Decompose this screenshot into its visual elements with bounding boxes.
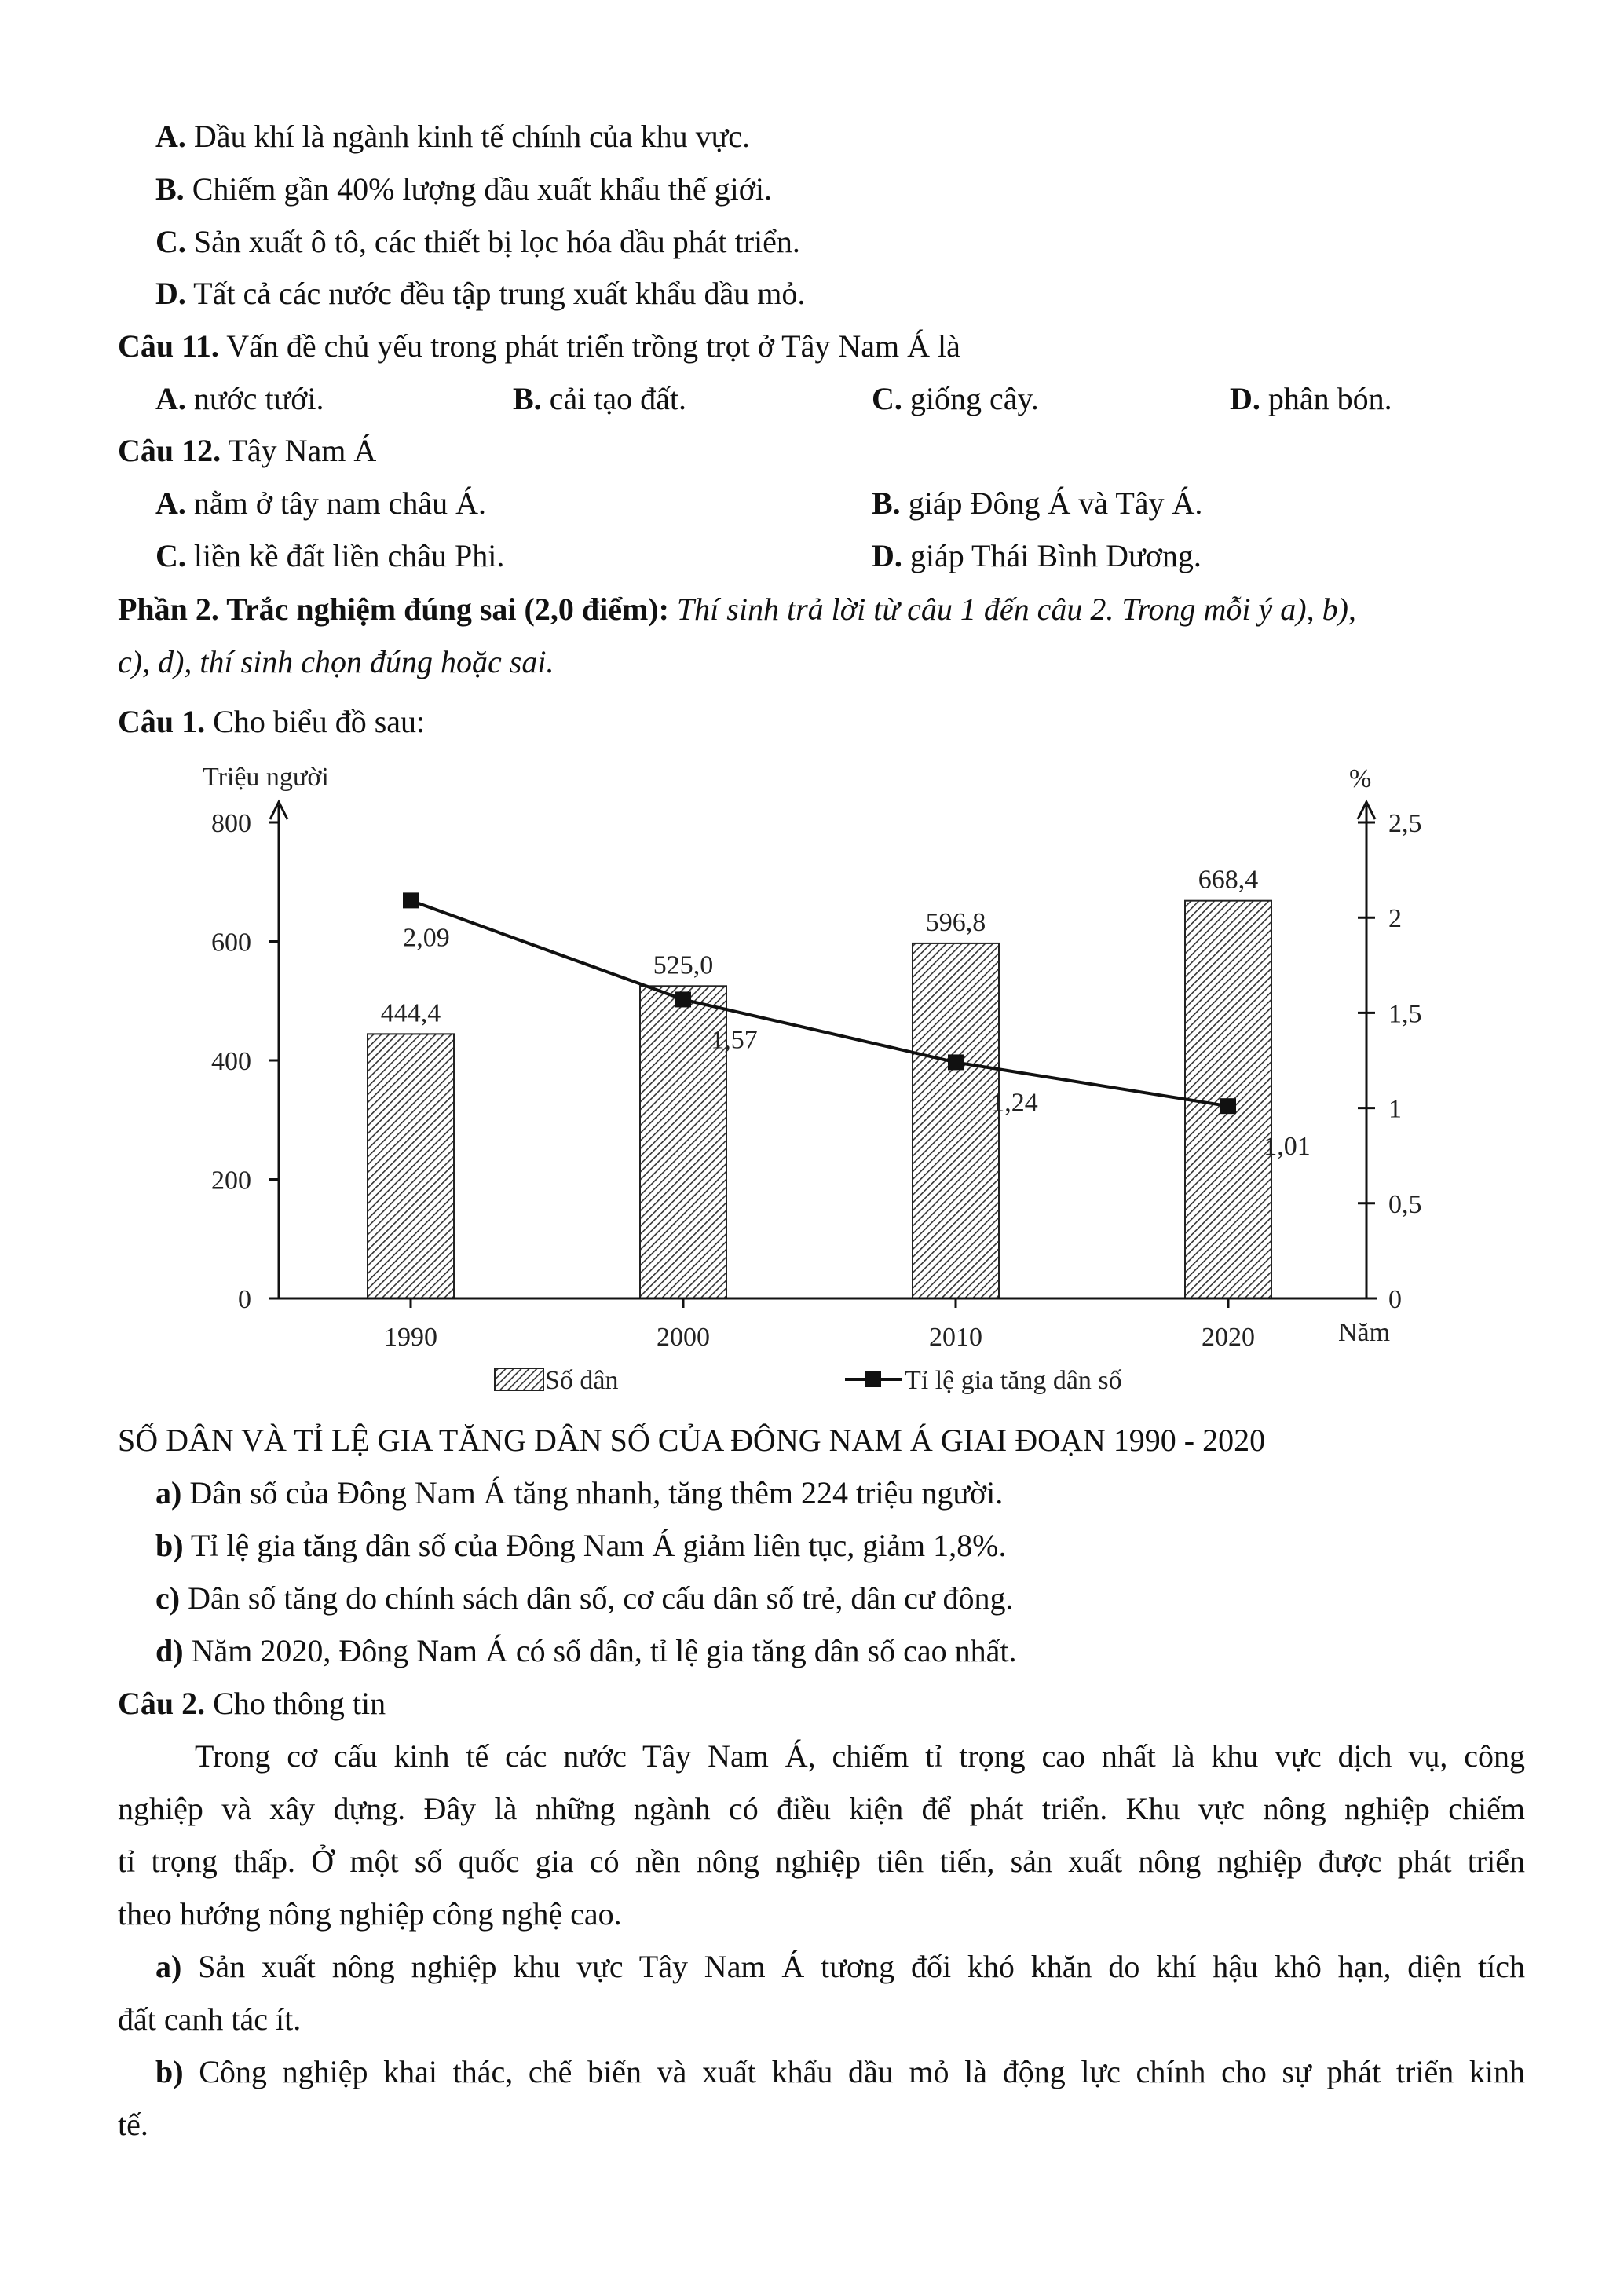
y-left-tick-label: 600 bbox=[211, 928, 251, 958]
q10-option-b: B. Chiếm gần 40% lượng dầu xuất khẩu thế giới. bbox=[155, 171, 772, 207]
s1-statement-c: c) Dân số tăng do chính sách dân số, cơ cấu dân số trẻ, dân cư đông. bbox=[155, 1580, 1014, 1616]
s2-statement-a: a) Sản xuất nông nghiệp khu vực Tây Nam Á tương đối khó khăn do khí hậu khô hạn, diện tích bbox=[155, 1949, 1525, 1984]
bar-value-label: 596,8 bbox=[925, 907, 986, 937]
s2-stem: Câu 2. Cho thông tin bbox=[118, 1686, 386, 1721]
bar-value-label: 444,4 bbox=[380, 998, 441, 1028]
line-value-label: 1,01 bbox=[1264, 1132, 1311, 1162]
line-value-label: 2,09 bbox=[403, 923, 450, 953]
q12-stem: Câu 12. Tây Nam Á bbox=[118, 433, 377, 468]
population-chart bbox=[0, 746, 1624, 1437]
s1-stem: Câu 1. Cho biểu đồ sau: bbox=[118, 704, 426, 739]
s2-statement-b-cont: tế. bbox=[118, 2107, 148, 2142]
q10-option-c: C. Sản xuất ô tô, các thiết bị lọc hóa dầu phát triển. bbox=[155, 224, 800, 259]
q10-option-d: D. Tất cả các nước đều tập trung xuất khẩu dầu mỏ. bbox=[155, 276, 806, 311]
s1-statement-b: b) Tỉ lệ gia tăng dân số của Đông Nam Á giảm liên tục, giảm 1,8%. bbox=[155, 1528, 1007, 1563]
y-left-axis-title: Triệu người bbox=[203, 763, 329, 792]
line-marker bbox=[948, 1054, 964, 1070]
s2-paragraph-line: theo hướng nông nghiệp công nghệ cao. bbox=[118, 1896, 622, 1932]
x-tick-label: 2000 bbox=[657, 1323, 710, 1352]
y-left-tick-label: 0 bbox=[238, 1285, 251, 1314]
line-value-label: 1,57 bbox=[711, 1025, 758, 1055]
x-axis-title: Năm bbox=[1338, 1318, 1391, 1347]
q12-option-b: B. giáp Đông Á và Tây Á. bbox=[872, 485, 1203, 521]
q12-option-d: D. giáp Thái Bình Dương. bbox=[872, 538, 1202, 573]
q11-option-c: C. giống cây. bbox=[872, 381, 1039, 416]
line-ti-le-gia-tang bbox=[411, 900, 1228, 1106]
y-right-axis-title: % bbox=[1349, 764, 1372, 793]
legend-line-marker bbox=[865, 1371, 881, 1387]
x-tick-label: 2020 bbox=[1202, 1323, 1255, 1352]
y-left-tick-label: 800 bbox=[211, 809, 251, 838]
bar-value-label: 525,0 bbox=[653, 950, 714, 980]
legend-line-label: Tỉ lệ gia tăng dân số bbox=[905, 1366, 1122, 1395]
q11-option-d: D. phân bón. bbox=[1230, 381, 1392, 416]
line-marker bbox=[403, 892, 419, 908]
legend-bar-label: Số dân bbox=[545, 1366, 619, 1395]
q11-stem: Câu 11. Vấn đề chủ yếu trong phát triển trồng trọt ở Tây Nam Á là bbox=[118, 328, 960, 364]
y-right-tick-label: 1,5 bbox=[1388, 999, 1422, 1029]
y-right-tick-label: 2 bbox=[1388, 904, 1402, 934]
bar-so-dan bbox=[368, 1034, 454, 1298]
chart-caption: SỐ DÂN VÀ TỈ LỆ GIA TĂNG DÂN SỐ CỦA ĐÔNG NAM Á GIAI ĐOẠN 1990 - 2020 bbox=[118, 1423, 1266, 1458]
s2-paragraph-line: nghiệp và xây dựng. Đây là những ngành có điều kiện để phát triển. Khu vực nông nghiệp chiếm bbox=[118, 1791, 1525, 1826]
s2-paragraph-line: tỉ trọng thấp. Ở một số quốc gia có nền nông nghiệp tiên tiến, sản xuất nông nghiệp được phát triển bbox=[118, 1844, 1525, 1879]
x-tick-label: 2010 bbox=[929, 1323, 982, 1352]
s2-paragraph-line: Trong cơ cấu kinh tế các nước Tây Nam Á, chiếm tỉ trọng cao nhất là khu vực dịch vụ, công bbox=[195, 1738, 1525, 1774]
legend-bar-swatch bbox=[495, 1368, 543, 1390]
q12-option-c: C. liền kề đất liền châu Phi. bbox=[155, 538, 505, 573]
q10-option-a: A. Dầu khí là ngành kinh tế chính của khu vực. bbox=[155, 119, 751, 154]
line-marker bbox=[1220, 1098, 1236, 1114]
y-right-tick-label: 1 bbox=[1388, 1094, 1402, 1124]
y-left-tick-label: 200 bbox=[211, 1166, 251, 1196]
bar-so-dan bbox=[913, 943, 999, 1298]
y-right-tick-label: 0 bbox=[1388, 1285, 1402, 1314]
line-value-label: 1,24 bbox=[991, 1088, 1038, 1118]
q11-option-a: A. nước tưới. bbox=[155, 381, 324, 416]
line-marker bbox=[675, 991, 691, 1007]
s1-statement-d: d) Năm 2020, Đông Nam Á có số dân, tỉ lệ gia tăng dân số cao nhất. bbox=[155, 1633, 1017, 1668]
part2-instruction: c), d), thí sinh chọn đúng hoặc sai. bbox=[118, 644, 554, 679]
part2-heading: Phần 2. Trắc nghiệm đúng sai (2,0 điểm): Thí sinh trả lời từ câu 1 đến câu 2. Trong mỗi ý a), b), bbox=[118, 591, 1356, 627]
s2-statement-b: b) Công nghiệp khai thác, chế biến và xuất khẩu dầu mỏ là động lực chính cho sự phát triển kinh bbox=[155, 2054, 1526, 2089]
s2-statement-a-cont: đất canh tác ít. bbox=[118, 2001, 302, 2037]
bar-value-label: 668,4 bbox=[1198, 865, 1259, 895]
y-left-tick-label: 400 bbox=[211, 1047, 251, 1076]
y-right-tick-label: 2,5 bbox=[1388, 809, 1422, 838]
q11-option-b: B. cải tạo đất. bbox=[513, 381, 687, 416]
q12-option-a: A. nằm ở tây nam châu Á. bbox=[155, 485, 487, 521]
y-right-tick-label: 0,5 bbox=[1388, 1189, 1422, 1219]
x-tick-label: 1990 bbox=[384, 1323, 437, 1352]
s1-statement-a: a) Dân số của Đông Nam Á tăng nhanh, tăng thêm 224 triệu người. bbox=[155, 1475, 1004, 1511]
